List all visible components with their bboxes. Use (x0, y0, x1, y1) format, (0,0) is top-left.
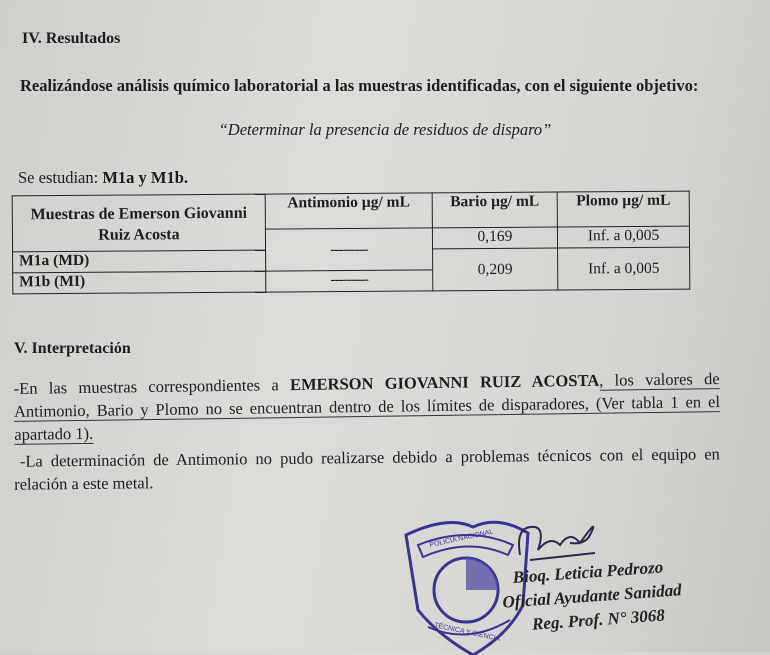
cell-plomo: Inf. a 0,005 (558, 226, 690, 248)
interpretation-paragraph-1 (14, 367, 721, 446)
cell-sample: M1a (MD) (13, 250, 266, 273)
header-samples: Muestras de Emerson Giovanni Ruiz Acosta (12, 194, 265, 252)
interpretation-heading: V. Interpretación (14, 340, 131, 357)
cell-antimonio: --------- (265, 228, 432, 271)
p1-rest: , los valores de Antimonio, Bario y Plomo no se encuentran dentro de los límites de disparadores, (Ver tabla 1 en el apartado 1). (13, 369, 721, 444)
interpretation-paragraph-2: -La determinación de Antimonio no pudo realizarse debido a problemas técnicos con el equipo en relación a este metal. (14, 444, 720, 494)
header-plomo: Plomo µg/ mL (557, 191, 689, 227)
studied-sample-ids: M1a y M1b. (102, 168, 189, 187)
studied-samples (18, 166, 188, 189)
studied-prefix: Se estudian: (18, 168, 103, 187)
results-table (12, 191, 691, 295)
stamp-emblem-shade (466, 558, 498, 590)
p1-start: -En las muestras correspondientes a (13, 375, 291, 398)
signatory-block (501, 554, 684, 638)
results-intro: Realizándose análisis químico laboratorial a las muestras identificadas, con el siguiente objetivo: (20, 76, 699, 95)
cell-bario: 0,169 (432, 227, 558, 249)
signatory-registration: Reg. Prof. N° 3068 (531, 605, 666, 634)
signatory-name: Bioq. Leticia Pedrozo (512, 557, 664, 587)
p1-subject-name: EMERSON GIOVANNI RUIZ ACOSTA (289, 370, 600, 395)
objective-quote: “Determinar la presencia de residuos de disparo” (218, 120, 552, 139)
cell-plomo: Inf. a 0,005 (558, 247, 690, 290)
stamp-top-text: POLICIA NACIONAL (428, 528, 494, 549)
table-header-row (12, 191, 689, 231)
cell-antimonio: --------- (266, 270, 433, 292)
results-heading: IV. Resultados (22, 30, 121, 47)
cell-bario: 0,209 (432, 248, 558, 291)
cell-sample: M1b (MI) (13, 271, 266, 294)
signatory-title: Oficial Ayudante Sanidad (501, 580, 683, 612)
header-bario: Bario µg/ mL (432, 192, 558, 228)
stamp-bottom-text: TÉCNICA Y CIENCIA (433, 622, 501, 643)
header-antimonio: Antimonio µg/ mL (265, 193, 432, 229)
